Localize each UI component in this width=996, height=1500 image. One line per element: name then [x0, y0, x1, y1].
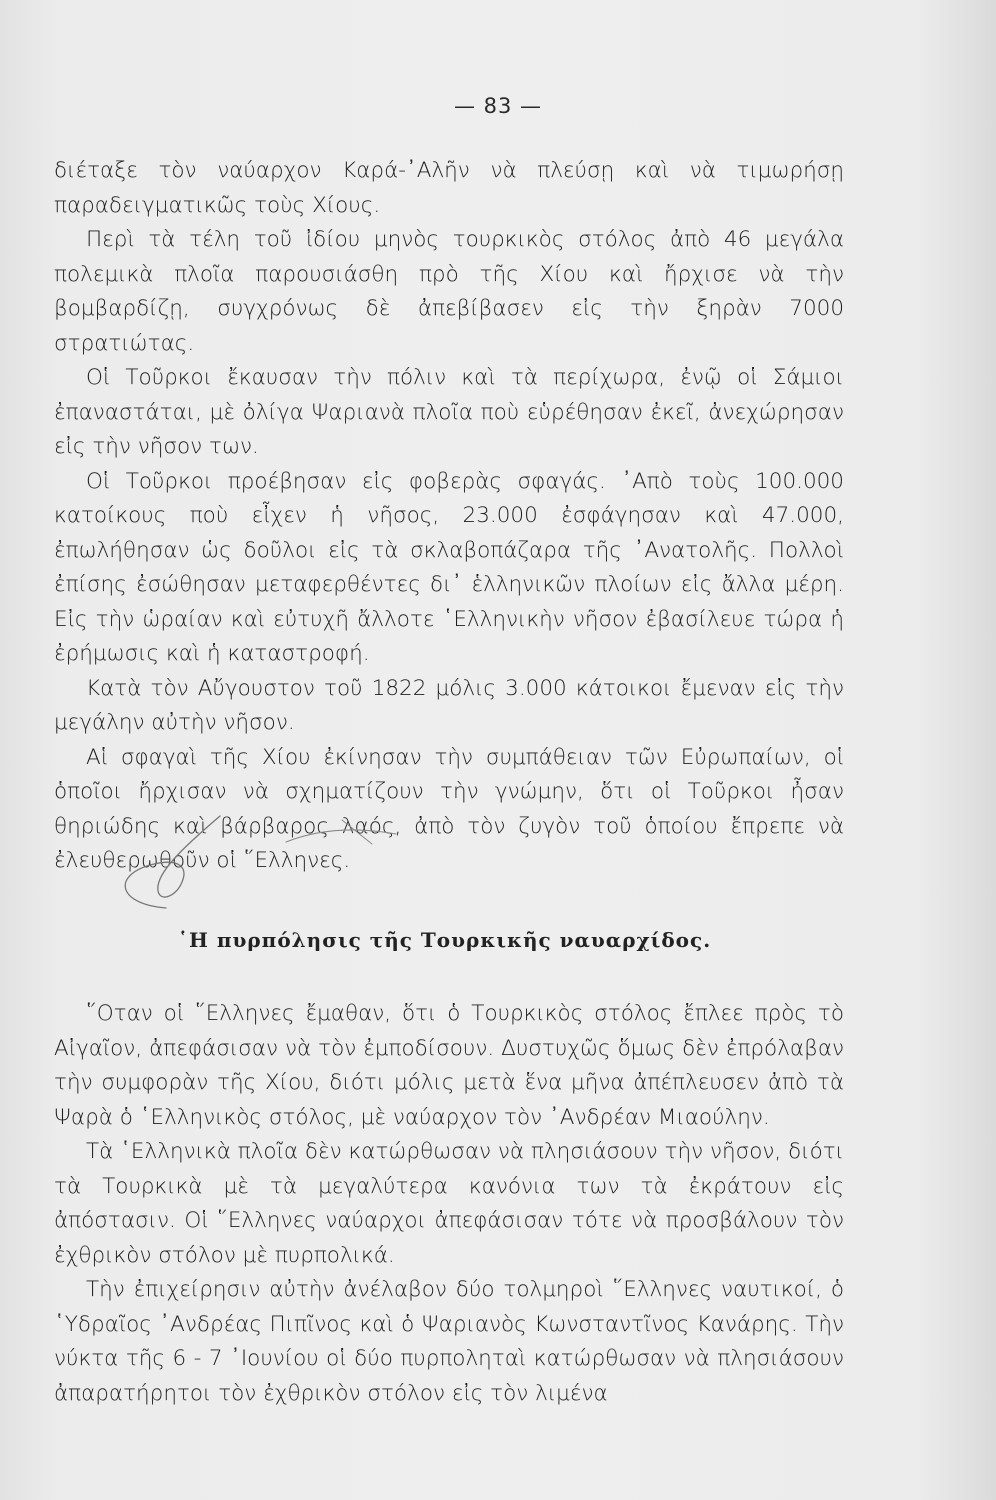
section-heading: ῾Η πυρπόλησις τῆς Τουρκικῆς ναυαρχίδος.: [178, 927, 712, 952]
paragraph: Αἱ σφαγαὶ τῆς Χίου ἐκίνησαν τὴν συμπάθειαν τῶν Εὐρωπαίων, οἱ ὁποῖοι ἤρχισαν νὰ σχηματίζουν τὴν γνώμην, ὅτι οἱ Τοῦρκοι ἦσαν θηριώδης καὶ βάρβαρος λαός, ἀπὸ τὸν ζυγὸν τοῦ ὁποίου ἔπρεπε νὰ ἐλευθερωθοῦν οἱ ῞Ελληνες.: [54, 744, 844, 873]
paragraph: διέταξε τὸν ναύαρχον Καρά-᾿Αλῆν νὰ πλεύσῃ καὶ νὰ τιμωρήσῃ παραδειγματικῶς τοὺς Χίους.: [54, 158, 844, 218]
paragraph: Οἱ Τοῦρκοι προέβησαν εἰς φοβερὰς σφαγάς. ᾿Απὸ τοὺς 100.000 κατοίκους ποὺ εἶχεν ἡ νῆσος, 23.000 ἐσφάγησαν καὶ 47.000, ἐπωλήθησαν ὡς δοῦλοι εἰς τὰ σκλαβοπάζαρα τῆς ᾿Ανατολῆς. Πολλοὶ ἐπίσης ἐσώθησαν μεταφερθέντες δι᾿ ἑλληνικῶν πλοίων εἰς ἄλλα μέρη. Εἰς τὴν ὡραίαν καὶ εὐτυχῆ ἄλλοτε ῾Ελληνικὴν νῆσον ἐβασίλευε τώρα ἡ ἐρήμωσις καὶ ἡ καταστροφή.: [54, 468, 844, 666]
body-text: [54, 154, 844, 1411]
paragraph: Τὰ ῾Ελληνικὰ πλοῖα δὲν κατώρθωσαν νὰ πλησιάσουν τὴν νῆσον, διότι τὰ Τουρκικὰ μὲ τὰ μεγαλύτερα κανόνια των τὰ ἐκράτουν εἰς ἀπόστασιν. Οἱ ῞Ελληνες ναύαρχοι ἀπεφάσισαν τότε νὰ προσβάλουν τὸν ἐχθρικὸν στόλον μὲ πυρπολικά.: [54, 1139, 844, 1268]
paragraph: ῞Οταν οἱ ῞Ελληνες ἔμαθαν, ὅτι ὁ Τουρκικὸς στόλος ἔπλεε πρὸς τὸ Αἰγαῖον, ἀπεφάσισαν νὰ τὸν ἐμποδίσουν. Δυστυχῶς ὅμως δὲν ἐπρόλαβαν τὴν συμφορὰν τῆς Χίου, διότι μόλις μετὰ ἕνα μῆνα ἀπέπλευσεν ἀπὸ τὰ Ψαρὰ ὁ ῾Ελληνικὸς στόλος, μὲ ναύαρχον τὸν ᾿Ανδρέαν Μιαούλην.: [54, 1001, 844, 1130]
paragraph: Κατὰ τὸν Αὔγουστον τοῦ 1822 μόλις 3.000 κάτοικοι ἔμεναν εἰς τὴν μεγάλην αὐτὴν νῆσον.: [54, 675, 844, 735]
paragraph: Περὶ τὰ τέλη τοῦ ἰδίου μηνὸς τουρκικὸς στόλος ἀπὸ 46 μεγάλα πολεμικὰ πλοῖα παρουσιάσθη πρὸ τῆς Χίου καὶ ἤρχισε νὰ τὴν βομβαρδίζῃ, συγχρόνως δὲ ἀπεβίβασεν εἰς τὴν ξηρὰν 7000 στρατιώτας.: [54, 227, 844, 356]
paragraph: Οἱ Τοῦρκοι ἔκαυσαν τὴν πόλιν καὶ τὰ περίχωρα, ἐνῷ οἱ Σάμιοι ἐπαναστάται, μὲ ὀλίγα Ψαριανὰ πλοῖα ποὺ εὑρέθησαν ἐκεῖ, ἀνεχώρησαν εἰς τὴν νῆσον των.: [54, 365, 844, 459]
page-number: — 83 —: [453, 94, 543, 118]
handwritten-annotation-mark: [96, 808, 416, 918]
paragraph: Τὴν ἐπιχείρησιν αὐτὴν ἀνέλαβον δύο τολμηροὶ ῞Ελληνες ναυτικοί, ὁ ῾Υδραῖος ᾿Ανδρέας Πιπῖνος καὶ ὁ Ψαριανὸς Κωνσταντῖνος Κανάρης. Τὴν νύκτα τῆς 6 - 7 ᾿Ιουνίου οἱ δύο πυρποληταὶ κατώρθωσαν νὰ πλησιάσουν ἀπαρατήρητοι τὸν ἐχθρικὸν στόλον εἰς τὸν λιμένα: [54, 1277, 844, 1406]
